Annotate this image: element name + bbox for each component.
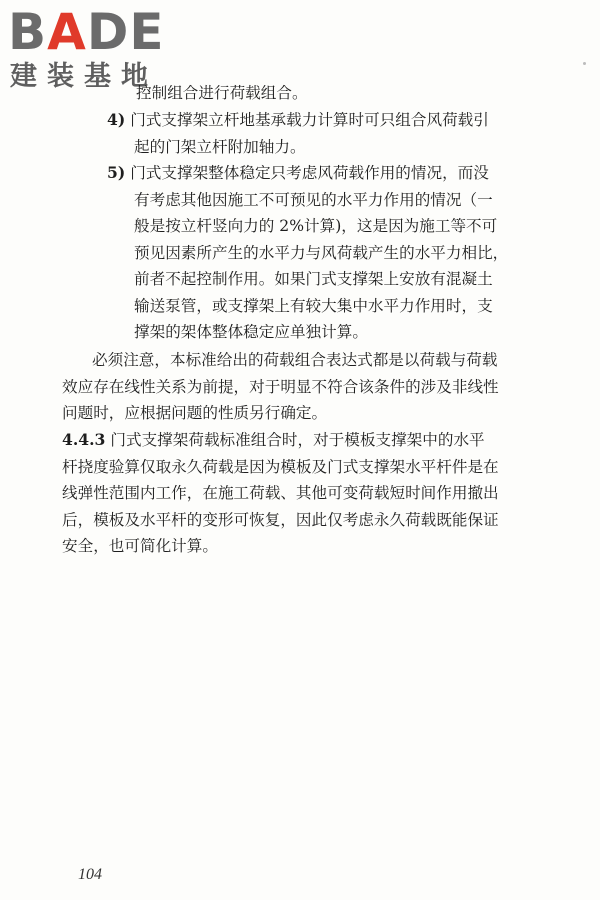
list-item-5: 5) 门式支撑架整体稳定只考虑风荷载作用的情况，而没 有考虑其他因施工不可预见的水平力作用的情况（一 般是按立杆竖向力的 2%计算)，这是因为施工等不可 预见因素所产生的水平力与风荷载产生的水平力相比， 前者不起控制作用。如果门式支撑架上安放有混凝土 输送泵管，或支撑架上有较大集中水平力作用时，支 撑架的架体整体稳定应单独计算。 (107, 163, 509, 341)
watermark-brand: BADE (8, 3, 165, 61)
item-3-continuation: 控制组合进行荷载组合。 (136, 84, 308, 102)
section-number: 4.4.3 (62, 430, 106, 449)
list-item-number: 4) (107, 110, 126, 129)
section-4-4-3: 4.4.3 门式支撑架荷载标准组合时，对于模板支撑架中的水平 杆挠度验算仅取永久荷载是因为模板及门式支撑架水平杆件是在 线弹性范围内工作，在施工荷载、其他可变荷载短时间作用撤出 后，模板及水平杆的变形可恢复，因此仅考虑永久荷载既能保证 安全，也可简化计算。 (62, 430, 499, 555)
note-paragraph: 必须注意，本标准给出的荷载组合表达式都是以荷载与荷载 效应存在线性关系为前提，对于明显不符合该条件的涉及非线性 问题时，应根据问题的性质另行确定。 (62, 351, 499, 422)
watermark-subtitle: 建装基地 (10, 61, 158, 92)
page-number: 104 (78, 866, 102, 883)
list-item-number: 5) (107, 163, 126, 182)
list-item-4: 4) 门式支撑架立杆地基承载力计算时可只组合风荷载引 起的门架立杆附加轴力。 (107, 110, 489, 156)
scan-speck (583, 62, 586, 65)
